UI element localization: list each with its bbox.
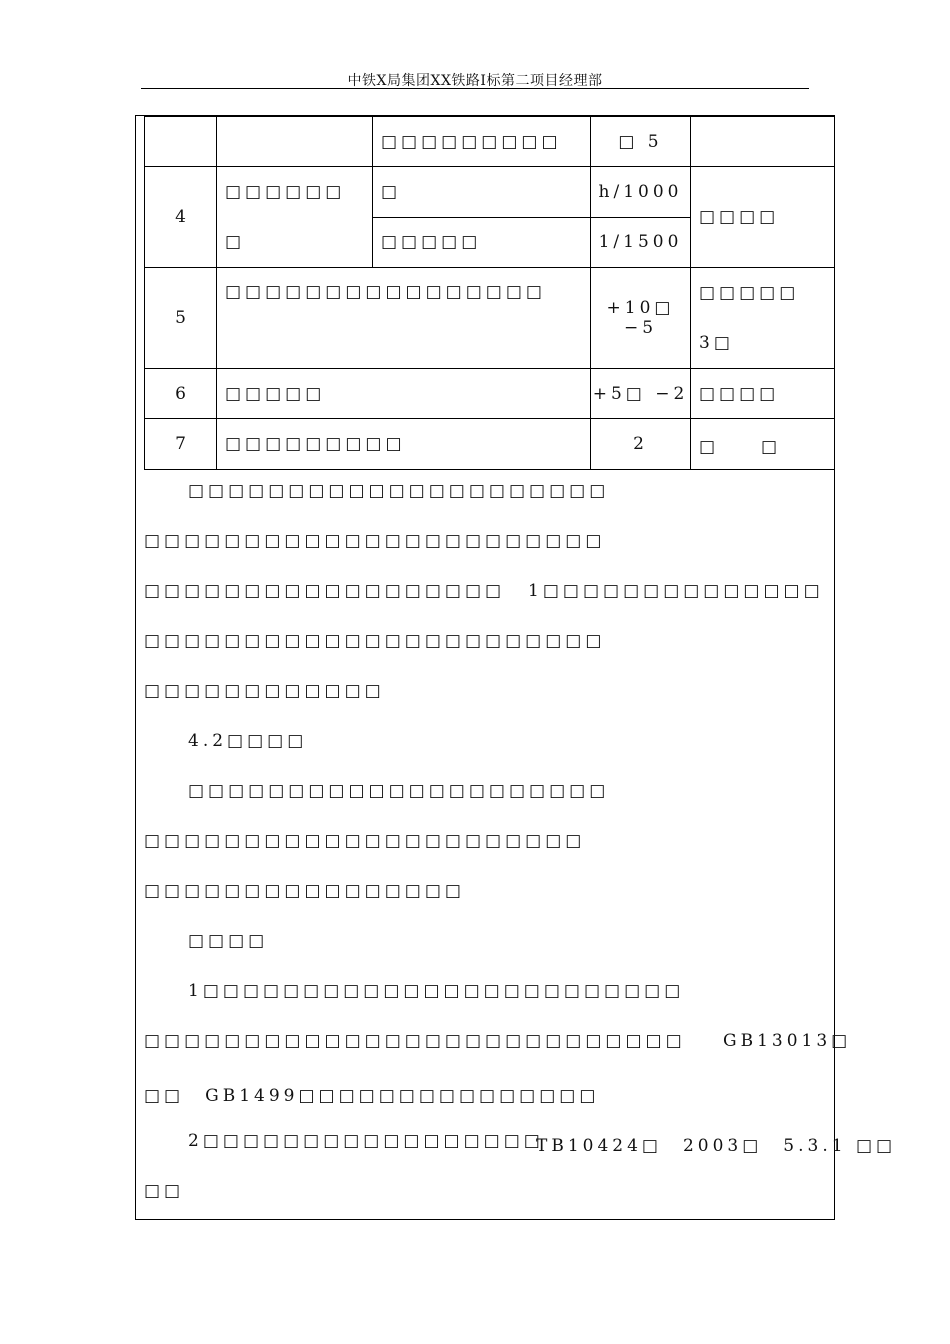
table-cell: 2: [591, 419, 691, 470]
table-cell: +5□ −2: [591, 369, 691, 419]
row-number: 6: [145, 369, 217, 419]
table-cell: [691, 268, 835, 369]
body-paragraph: □□□□□□□□□□□□□□□□□□□□□: [188, 481, 610, 501]
table-row: [145, 268, 835, 369]
table-cell: □□□□□: [217, 369, 591, 419]
table-cell: □□□□: [691, 369, 835, 419]
table-cell: +10□ −5: [591, 268, 691, 369]
table-cell: □ □: [691, 419, 835, 470]
table-cell: □□□□□□□□□□□□□□□□: [217, 268, 591, 369]
body-paragraph: □□□□□□□□□□□□□□□□□□□□□□□□□□□: [144, 1031, 686, 1051]
table-cell: □□□□□: [373, 217, 591, 268]
table-cell: 1/1500: [591, 217, 691, 268]
body-paragraph: □□□□□□□□□□□□□□□□: [144, 881, 465, 901]
row-number: 5: [145, 268, 217, 369]
row5-note-line2: 3□: [699, 333, 734, 353]
table-row: [145, 117, 835, 167]
body-paragraph: GB13013□: [723, 1031, 852, 1051]
body-paragraph: □□□□: [188, 931, 269, 951]
body-paragraph: 1□□□□□□□□□□□□□□: [528, 581, 824, 601]
table-row: [145, 167, 835, 218]
table-cell: □□□□: [691, 167, 835, 268]
table-cell: □□□□□□□□□: [217, 419, 591, 470]
table-cell: □: [373, 167, 591, 218]
body-paragraph: 2□□□□□□□□□□□□□□□□□: [188, 1131, 544, 1151]
table-cell: [691, 117, 835, 167]
row-number: 7: [145, 419, 217, 470]
row4-label-line2: □: [225, 232, 246, 252]
body-paragraph: □□□□□□□□□□□□□□□□□□□□□□□: [144, 631, 606, 651]
body-paragraph: □□□□□□□□□□□□□□□□□□□□□□: [144, 831, 586, 851]
row4-label-line1: □□□□□□: [225, 182, 346, 202]
page-header: 中铁X局集团XX铁路I标第二项目经理部: [347, 73, 603, 89]
spec-table: [144, 116, 835, 470]
header-rule: [141, 88, 809, 89]
table-cell: [145, 117, 217, 167]
body-paragraph: □□□□□□□□□□□□□□□□□□□□□□□: [144, 531, 606, 551]
body-paragraph: □□□□□□□□□□□□□□□□□□: [144, 581, 506, 601]
body-paragraph: □□□□□□□□□□□□: [144, 681, 385, 701]
body-paragraph: □□: [144, 1181, 185, 1201]
row5-note-line1: □□□□□: [699, 283, 800, 303]
row-number: 4: [145, 167, 217, 268]
table-row: [145, 369, 835, 419]
table-row: [145, 419, 835, 470]
table-cell: □ 5: [591, 117, 691, 167]
section-heading: 4.2□□□□: [188, 731, 308, 751]
table-cell: □□□□□□□□□: [373, 117, 591, 167]
body-paragraph: TB10424□ 2003□ 5.3.1 □□: [536, 1136, 897, 1156]
table-cell: [217, 117, 373, 167]
table-cell: [217, 167, 373, 268]
table-cell: h/1000: [591, 167, 691, 218]
body-paragraph: □□ GB1499□□□□□□□□□□□□□□□: [144, 1086, 600, 1106]
body-paragraph: □□□□□□□□□□□□□□□□□□□□□: [188, 781, 610, 801]
body-paragraph: 1□□□□□□□□□□□□□□□□□□□□□□□□: [188, 981, 685, 1001]
